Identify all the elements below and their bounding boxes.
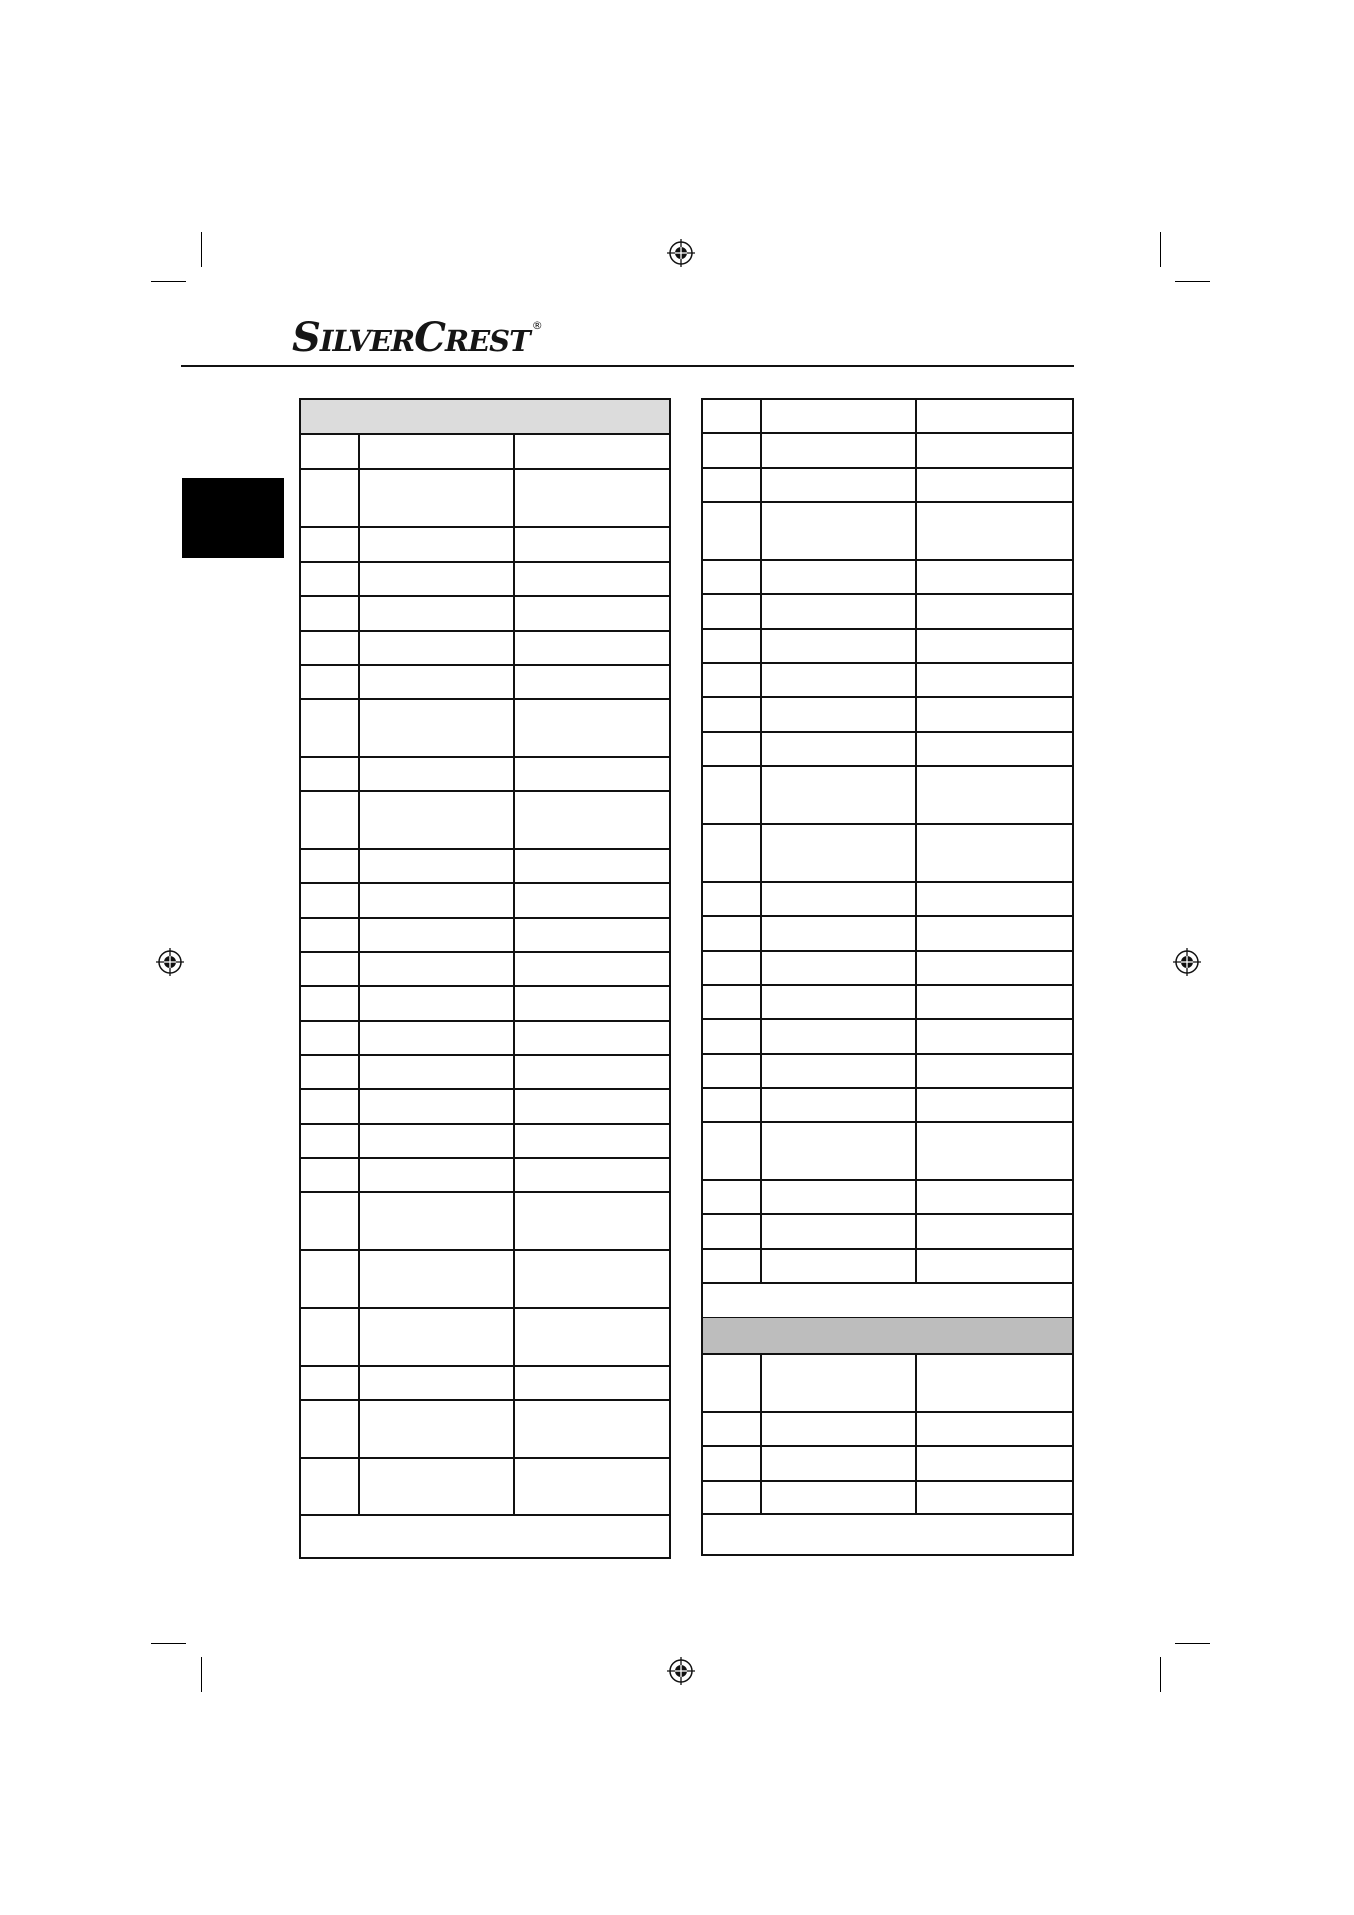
row-value-cell [915, 1446, 1072, 1481]
row-number-cell [301, 883, 358, 918]
language-tab [182, 478, 284, 558]
table-row [703, 732, 1072, 766]
row-value-cell [915, 1249, 1072, 1283]
brand-logo [292, 314, 542, 361]
table-row [301, 1055, 669, 1089]
row-label-cell [760, 629, 915, 663]
table-row [703, 1446, 1072, 1481]
row-value-cell [915, 502, 1072, 560]
row-value-cell [513, 596, 669, 631]
row-label-cell [358, 469, 513, 527]
row-number-cell [703, 732, 760, 766]
row-value-cell [915, 1180, 1072, 1214]
row-number-cell [301, 527, 358, 562]
row-number-cell [301, 1158, 358, 1192]
row-label-cell [760, 1412, 915, 1446]
row-value-cell [915, 1019, 1072, 1054]
row-value-cell [915, 824, 1072, 882]
table-row [703, 951, 1072, 985]
right-table-bottom-col-divider-2 [915, 1354, 917, 1514]
row-value-cell [513, 883, 669, 918]
row-label-cell [760, 663, 915, 697]
row-label-cell [760, 985, 915, 1019]
row-number-cell [301, 986, 358, 1021]
table-row [301, 791, 669, 849]
table-row [703, 1354, 1072, 1412]
row-value-cell [513, 1158, 669, 1192]
row-number-cell [301, 918, 358, 952]
right-table-bottom-col-divider-1 [760, 1354, 762, 1514]
row-label-cell [358, 527, 513, 562]
row-label-cell [760, 1180, 915, 1214]
table-row [301, 1124, 669, 1158]
right-table-col-divider-1 [760, 400, 762, 1283]
row-label-cell [358, 1158, 513, 1192]
right-table-note-row [703, 1283, 1072, 1317]
table-row [703, 594, 1072, 629]
left-table [299, 398, 671, 1559]
table-row [301, 631, 669, 665]
row-value-cell [915, 951, 1072, 985]
row-value-cell [513, 1192, 669, 1250]
row-value-cell [915, 1481, 1072, 1514]
table-row [301, 1089, 669, 1124]
table-row [301, 527, 669, 562]
row-value-cell [513, 1021, 669, 1055]
row-number-cell [301, 1250, 358, 1308]
row-label-cell [760, 1122, 915, 1180]
brand-logo-part2-rest: REST [444, 324, 530, 358]
row-value-cell [915, 1214, 1072, 1249]
table-row [301, 435, 669, 469]
row-number-cell [703, 663, 760, 697]
table-row [301, 665, 669, 699]
row-label-cell [760, 1214, 915, 1249]
table-row [703, 985, 1072, 1019]
row-label-cell [358, 791, 513, 849]
row-value-cell [915, 594, 1072, 629]
row-label-cell [760, 732, 915, 766]
right-table [701, 398, 1074, 1556]
header-rule [181, 365, 1074, 367]
row-value-cell [915, 697, 1072, 732]
row-value-cell [915, 1412, 1072, 1446]
row-label-cell [358, 1366, 513, 1400]
row-number-cell [301, 562, 358, 596]
row-label-cell [760, 1249, 915, 1283]
row-number-cell [301, 631, 358, 665]
row-value-cell [915, 629, 1072, 663]
row-number-cell [703, 1249, 760, 1283]
row-label-cell [358, 1308, 513, 1366]
row-number-cell [703, 1446, 760, 1481]
table-row [301, 1458, 669, 1515]
table-row [301, 1021, 669, 1055]
row-value-cell [513, 562, 669, 596]
row-value-cell [513, 986, 669, 1021]
table-row [703, 400, 1072, 433]
row-number-cell [301, 665, 358, 699]
row-label-cell [358, 665, 513, 699]
row-label-cell [358, 918, 513, 952]
row-number-cell [301, 1458, 358, 1515]
table-row [301, 469, 669, 527]
row-value-cell [915, 916, 1072, 951]
row-value-cell [915, 985, 1072, 1019]
row-value-cell [915, 766, 1072, 824]
row-number-cell [301, 849, 358, 883]
table-row [301, 596, 669, 631]
row-label-cell [760, 1019, 915, 1054]
row-value-cell [915, 1088, 1072, 1122]
crop-mark-top-left-v [201, 232, 202, 267]
table-row [703, 697, 1072, 732]
row-number-cell [301, 1055, 358, 1089]
table-row [301, 699, 669, 757]
table-row [703, 824, 1072, 882]
row-value-cell [915, 732, 1072, 766]
table-row [301, 952, 669, 986]
row-label-cell [358, 1400, 513, 1458]
row-number-cell [703, 1481, 760, 1514]
row-divider [703, 1513, 1072, 1515]
brand-logo-part1-rest: ILVER [319, 324, 415, 358]
table-row [301, 1158, 669, 1192]
left-table-col-divider-1 [358, 433, 360, 1515]
table-row [703, 468, 1072, 502]
row-number-cell [301, 1124, 358, 1158]
registration-mark-top-icon [666, 238, 696, 268]
table-row [703, 560, 1072, 594]
row-value-cell [915, 1122, 1072, 1180]
row-value-cell [513, 918, 669, 952]
right-table-section-band [703, 1318, 1072, 1353]
row-label-cell [358, 952, 513, 986]
row-number-cell [301, 1192, 358, 1250]
row-value-cell [513, 952, 669, 986]
row-number-cell [703, 951, 760, 985]
row-number-cell [301, 952, 358, 986]
row-number-cell [301, 1308, 358, 1366]
row-label-cell [358, 435, 513, 469]
row-label-cell [760, 882, 915, 916]
row-label-cell [358, 986, 513, 1021]
row-value-cell [513, 791, 669, 849]
row-label-cell [358, 883, 513, 918]
row-label-cell [760, 560, 915, 594]
table-row [703, 502, 1072, 560]
row-number-cell [703, 1412, 760, 1446]
row-number-cell [703, 560, 760, 594]
row-number-cell [703, 1180, 760, 1214]
row-number-cell [703, 824, 760, 882]
row-label-cell [760, 1446, 915, 1481]
row-divider [301, 1514, 669, 1516]
row-number-cell [703, 468, 760, 502]
row-number-cell [703, 916, 760, 951]
table-row [703, 1180, 1072, 1214]
row-number-cell [301, 1366, 358, 1400]
table-row [301, 562, 669, 596]
row-number-cell [301, 596, 358, 631]
row-value-cell [915, 1054, 1072, 1088]
row-label-cell [760, 1481, 915, 1514]
row-label-cell [358, 849, 513, 883]
table-row [703, 1249, 1072, 1283]
right-table-col-divider-2 [915, 400, 917, 1283]
row-label-cell [760, 1354, 915, 1412]
row-number-cell [703, 1122, 760, 1180]
row-value-cell [915, 400, 1072, 433]
row-label-cell [358, 631, 513, 665]
table-row [703, 1214, 1072, 1249]
row-number-cell [301, 1021, 358, 1055]
brand-logo-part1-cap: S [292, 314, 320, 361]
table-row [301, 1308, 669, 1366]
row-label-cell [760, 951, 915, 985]
row-value-cell [513, 1055, 669, 1089]
brand-logo-part2-cap: C [414, 314, 445, 361]
row-value-cell [513, 757, 669, 791]
table-row [301, 757, 669, 791]
row-number-cell [703, 502, 760, 560]
left-table-header-band [301, 400, 669, 433]
row-number-cell [703, 766, 760, 824]
table-row [703, 1481, 1072, 1514]
row-value-cell [513, 1458, 669, 1515]
table-row [703, 433, 1072, 468]
table-row [703, 1122, 1072, 1180]
row-number-cell [703, 1054, 760, 1088]
row-value-cell [513, 435, 669, 469]
table-row [301, 1250, 669, 1308]
row-label-cell [760, 824, 915, 882]
table-row [703, 916, 1072, 951]
row-value-cell [915, 882, 1072, 916]
row-number-cell [703, 594, 760, 629]
row-number-cell [301, 791, 358, 849]
table-row [703, 1412, 1072, 1446]
row-value-cell [513, 1089, 669, 1124]
row-number-cell [703, 697, 760, 732]
row-number-cell [301, 1089, 358, 1124]
crop-mark-bottom-left-v [201, 1657, 202, 1692]
row-label-cell [358, 1458, 513, 1515]
table-row [703, 766, 1072, 824]
row-label-cell [760, 697, 915, 732]
row-value-cell [915, 1354, 1072, 1412]
row-number-cell [703, 985, 760, 1019]
row-number-cell [703, 400, 760, 433]
crop-mark-bottom-right-h [1175, 1643, 1210, 1644]
row-value-cell [513, 1400, 669, 1458]
row-label-cell [358, 1124, 513, 1158]
left-table-col-divider-2 [513, 433, 515, 1515]
row-number-cell [301, 699, 358, 757]
row-label-cell [760, 468, 915, 502]
row-label-cell [760, 502, 915, 560]
table-row [301, 849, 669, 883]
table-row [301, 986, 669, 1021]
row-number-cell [703, 433, 760, 468]
row-value-cell [513, 527, 669, 562]
row-label-cell [760, 1054, 915, 1088]
row-value-cell [915, 663, 1072, 697]
crop-mark-top-left-h [151, 281, 186, 282]
row-label-cell [760, 594, 915, 629]
row-value-cell [513, 1308, 669, 1366]
crop-mark-top-right-v [1160, 232, 1161, 267]
table-row [703, 882, 1072, 916]
row-number-cell [301, 1400, 358, 1458]
row-value-cell [513, 699, 669, 757]
row-label-cell [358, 699, 513, 757]
row-label-cell [358, 1250, 513, 1308]
row-label-cell [760, 400, 915, 433]
row-label-cell [760, 766, 915, 824]
row-number-cell [703, 1088, 760, 1122]
row-value-cell [915, 468, 1072, 502]
row-label-cell [760, 433, 915, 468]
registration-mark-right-icon [1172, 947, 1202, 977]
row-value-cell [513, 631, 669, 665]
row-value-cell [513, 665, 669, 699]
row-number-cell [301, 469, 358, 527]
row-value-cell [915, 433, 1072, 468]
registration-mark-bottom-icon [666, 1656, 696, 1686]
row-number-cell [703, 1019, 760, 1054]
row-label-cell [358, 1192, 513, 1250]
row-label-cell [358, 596, 513, 631]
table-row [703, 629, 1072, 663]
table-row [301, 918, 669, 952]
row-label-cell [760, 1088, 915, 1122]
row-value-cell [513, 1366, 669, 1400]
row-value-cell [513, 849, 669, 883]
row-label-cell [358, 1055, 513, 1089]
row-value-cell [513, 1124, 669, 1158]
row-number-cell [703, 882, 760, 916]
row-number-cell [703, 1214, 760, 1249]
row-label-cell [358, 562, 513, 596]
crop-mark-bottom-left-h [151, 1643, 186, 1644]
table-row [301, 883, 669, 918]
table-row [703, 1054, 1072, 1088]
crop-mark-top-right-h [1175, 281, 1210, 282]
row-number-cell [703, 629, 760, 663]
registered-trademark-mark: ® [531, 319, 542, 332]
row-number-cell [703, 1354, 760, 1412]
row-value-cell [915, 560, 1072, 594]
table-row [301, 1366, 669, 1400]
row-label-cell [760, 916, 915, 951]
table-row [301, 1192, 669, 1250]
table-row [703, 1088, 1072, 1122]
table-row [703, 663, 1072, 697]
row-value-cell [513, 469, 669, 527]
row-label-cell [358, 1089, 513, 1124]
registration-mark-left-icon [155, 947, 185, 977]
table-row [301, 1400, 669, 1458]
row-number-cell [301, 435, 358, 469]
row-value-cell [513, 1250, 669, 1308]
row-label-cell [358, 757, 513, 791]
table-row [703, 1019, 1072, 1054]
row-label-cell [358, 1021, 513, 1055]
row-number-cell [301, 757, 358, 791]
crop-mark-bottom-right-v [1160, 1657, 1161, 1692]
